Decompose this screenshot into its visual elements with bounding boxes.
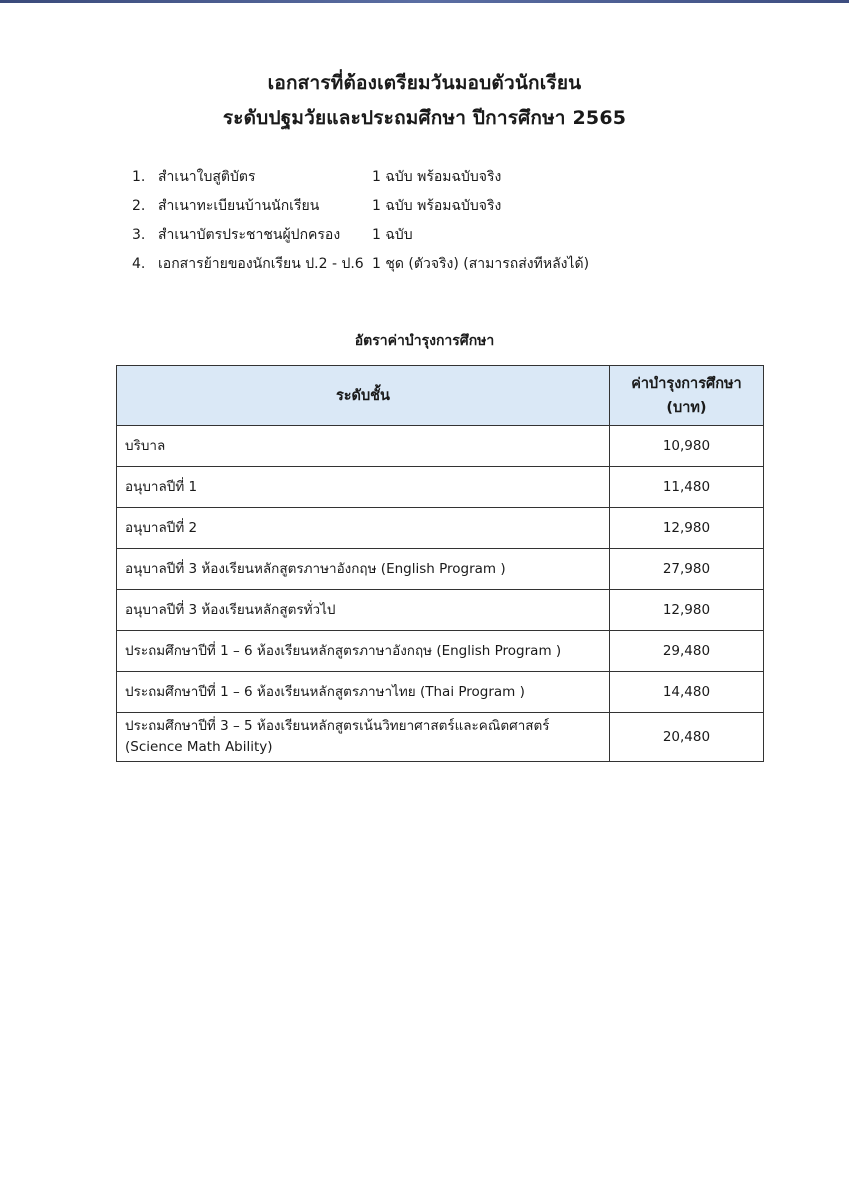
item-number: 1.	[132, 169, 146, 185]
document-quantity: 1 ชุด (ตัวจริง) (สามารถส่งทีหลังได้)	[372, 256, 590, 272]
fee-cell: 27,980	[609, 549, 763, 590]
fee-table	[116, 365, 764, 762]
fee-cell: 12,980	[609, 590, 763, 631]
document-name: สำเนาใบสูติบัตร	[158, 169, 256, 185]
fee-cell: 10,980	[609, 426, 763, 467]
level-text: ประถมศึกษาปีที่ 3 – 5 ห้องเรียนหลักสูตรเน้นวิทยาศาสตร์และคณิตศาสตร์	[125, 718, 550, 734]
table-header-row	[117, 366, 764, 426]
table-row	[117, 631, 764, 672]
level-cell: ประถมศึกษาปีที่ 1 – 6 ห้องเรียนหลักสูตรภาษาอังกฤษ (English Program )	[117, 631, 610, 672]
item-number: 3.	[132, 227, 146, 243]
fee-table-caption: อัตราค่าบำรุงการศึกษา	[354, 333, 495, 349]
table-row	[117, 713, 764, 762]
fee-cell: 12,980	[609, 508, 763, 549]
header-level: ระดับชั้น	[117, 366, 610, 426]
scan-top-edge	[0, 0, 849, 3]
header-fee	[609, 366, 763, 426]
fee-cell: 14,480	[609, 672, 763, 713]
fee-cell: 11,480	[609, 467, 763, 508]
level-cell: อนุบาลปีที่ 1	[117, 467, 610, 508]
document-name: เอกสารย้ายของนักเรียน ป.2 - ป.6	[158, 256, 364, 272]
level-text-line2: (Science Math Ability)	[125, 739, 273, 755]
level-cell: บริบาล	[117, 426, 610, 467]
page-title: เอกสารที่ต้องเตรียมวันมอบตัวนักเรียน	[267, 72, 582, 94]
item-number: 2.	[132, 198, 146, 214]
level-cell: อนุบาลปีที่ 3 ห้องเรียนหลักสูตรภาษาอังกฤษ (English Program )	[117, 549, 610, 590]
item-number: 4.	[132, 256, 146, 272]
table-row	[117, 672, 764, 713]
page-subtitle: ระดับปฐมวัยและประถมศึกษา ปีการศึกษา 2565	[222, 107, 627, 129]
document-name: สำเนาบัตรประชาชนผู้ปกครอง	[158, 227, 341, 243]
header-fee-line1: ค่าบำรุงการศึกษา	[631, 375, 742, 392]
fee-cell: 29,480	[609, 631, 763, 672]
document-quantity: 1 ฉบับ	[372, 227, 413, 243]
table-row	[117, 590, 764, 631]
level-cell	[117, 713, 610, 762]
table-row	[117, 508, 764, 549]
fee-cell: 20,480	[609, 713, 763, 762]
document-name: สำเนาทะเบียนบ้านนักเรียน	[158, 198, 320, 214]
table-row	[117, 426, 764, 467]
level-cell: อนุบาลปีที่ 3 ห้องเรียนหลักสูตรทั่วไป	[117, 590, 610, 631]
header-fee-line2: (บาท)	[666, 399, 707, 416]
table-row	[117, 549, 764, 590]
table-row	[117, 467, 764, 508]
document-quantity: 1 ฉบับ พร้อมฉบับจริง	[372, 198, 502, 214]
document-quantity: 1 ฉบับ พร้อมฉบับจริง	[372, 169, 502, 185]
level-cell: อนุบาลปีที่ 2	[117, 508, 610, 549]
level-cell: ประถมศึกษาปีที่ 1 – 6 ห้องเรียนหลักสูตรภาษาไทย (Thai Program )	[117, 672, 610, 713]
